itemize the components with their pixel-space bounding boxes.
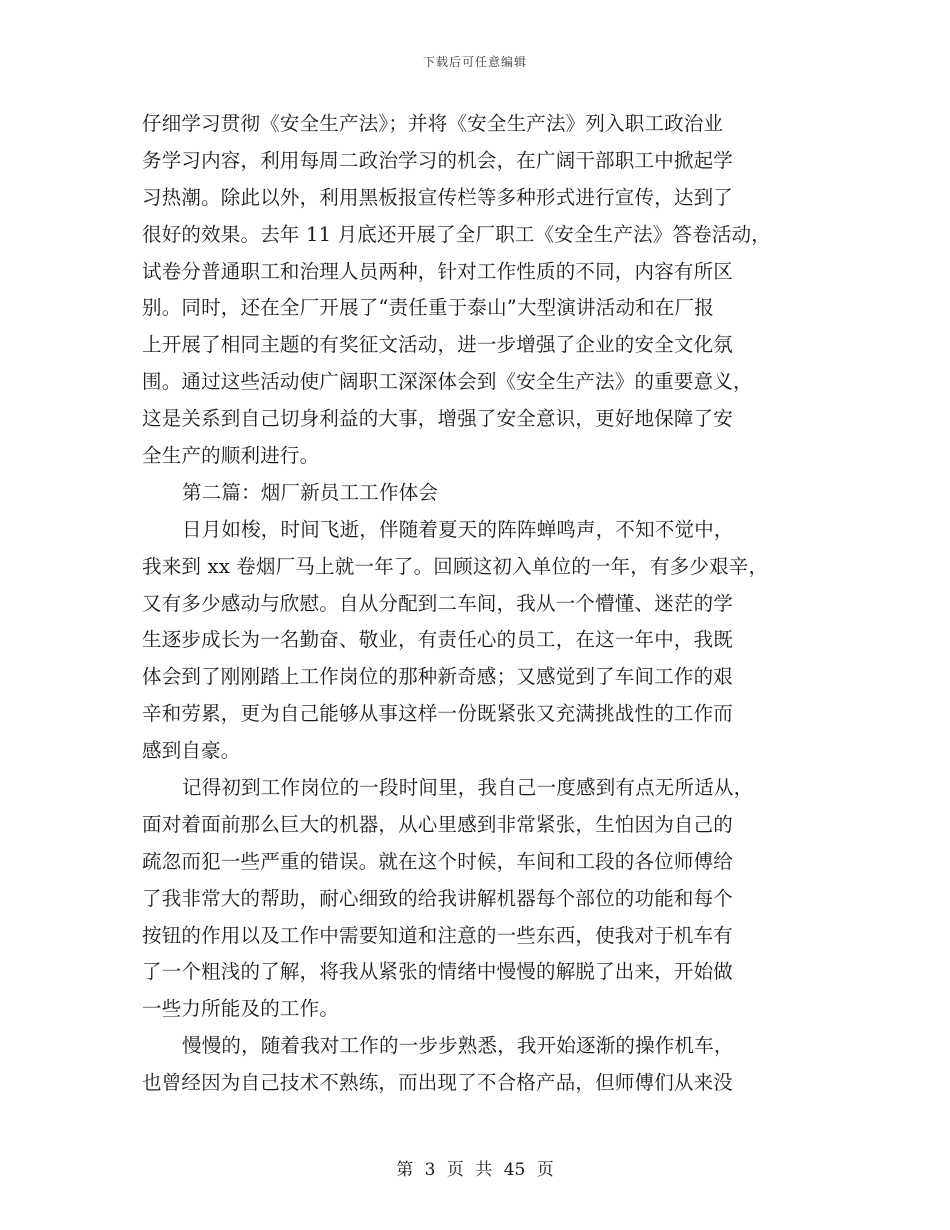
body-line: 了我非常大的帮助，耐心细致的给我讲解机器每个部位的功能和每个: [142, 886, 734, 910]
body-line: 也曾经因为自己技术不熟练，而出现了不合格产品，但师傅们从来没: [142, 1071, 734, 1095]
body-line: 记得初到工作岗位的一段时间里，我自己一度感到有点无所适从，: [182, 776, 754, 800]
body-line: 这是关系到自己切身利益的大事，增强了安全意识，更好地保障了安: [142, 407, 734, 431]
body-line: 感到自豪。: [142, 739, 241, 763]
body-line: 了一个粗浅的了解，将我从紧张的情绪中慢慢的解脱了出来，开始做: [142, 960, 734, 984]
body-line: 试卷分普通职工和治理人员两种，针对工作性质的不同，内容有所区: [142, 259, 734, 283]
body-line: 全生产的顺利进行。: [142, 444, 320, 468]
body-line: 习热潮。除此以外，利用黑板报宣传栏等多种形式进行宣传，达到了: [142, 185, 734, 209]
body-line: 别。同时，还在全厂开展了“责任重于泰山”大型演讲活动和在厂报: [142, 296, 714, 320]
body-line: 仔细学习贯彻《安全生产法》；并将《安全生产法》列入职工政治业: [142, 112, 724, 135]
body-line: 围。通过这些活动使广阔职工深深体会到《安全生产法》的重要意义，: [142, 370, 753, 394]
body-line: 我来到 xx 卷烟厂马上就一年了。回顾这初入单位的一年，有多少艰辛，: [142, 554, 769, 578]
body-line: 辛和劳累，更为自己能够从事这样一份既紧张又充满挑战性的工作而: [142, 702, 734, 726]
page-header: 下载后可任意编辑: [422, 55, 527, 69]
body-line: 按钮的作用以及工作中需要知道和注意的一些东西，使我对于机车有: [142, 923, 734, 947]
body-line: 务学习内容，利用每周二政治学习的机会，在广阔干部职工中掀起学: [142, 148, 734, 172]
document-body: [142, 106, 804, 1102]
page-number-footer: 第 3 页 共 45 页: [396, 1160, 554, 1180]
body-line: 很好的效果。去年 11 月底还开展了全厂职工《安全生产法》答卷活动，: [142, 222, 772, 246]
body-line: 一些力所能及的工作。: [142, 997, 340, 1021]
body-line: 面对着面前那么巨大的机器，从心里感到非常紧张，生怕因为自己的: [142, 812, 734, 836]
body-line: 日月如梭，时间飞逝，伴随着夏天的阵阵蝉鸣声，不知不觉中，: [182, 517, 734, 541]
body-line: 慢慢的，随着我对工作的一步步熟悉，我开始逐渐的操作机车，: [182, 1034, 734, 1058]
body-line: 体会到了刚刚踏上工作岗位的那种新奇感；又感觉到了车间工作的艰: [142, 665, 734, 689]
section-heading: 第二篇：烟厂新员工工作体会: [182, 480, 439, 504]
body-line: 上开展了相同主题的有奖征文活动，进一步增强了企业的安全文化氛: [142, 333, 734, 357]
body-line: 生逐步成长为一名勤奋、敬业，有责任心的员工，在这一年中，我既: [142, 628, 734, 652]
body-line: 又有多少感动与欣慰。自从分配到二车间，我从一个懵懂、迷茫的学: [142, 591, 734, 615]
body-line: 疏忽而犯一些严重的错误。就在这个时候，车间和工段的各位师傅给: [142, 849, 734, 873]
